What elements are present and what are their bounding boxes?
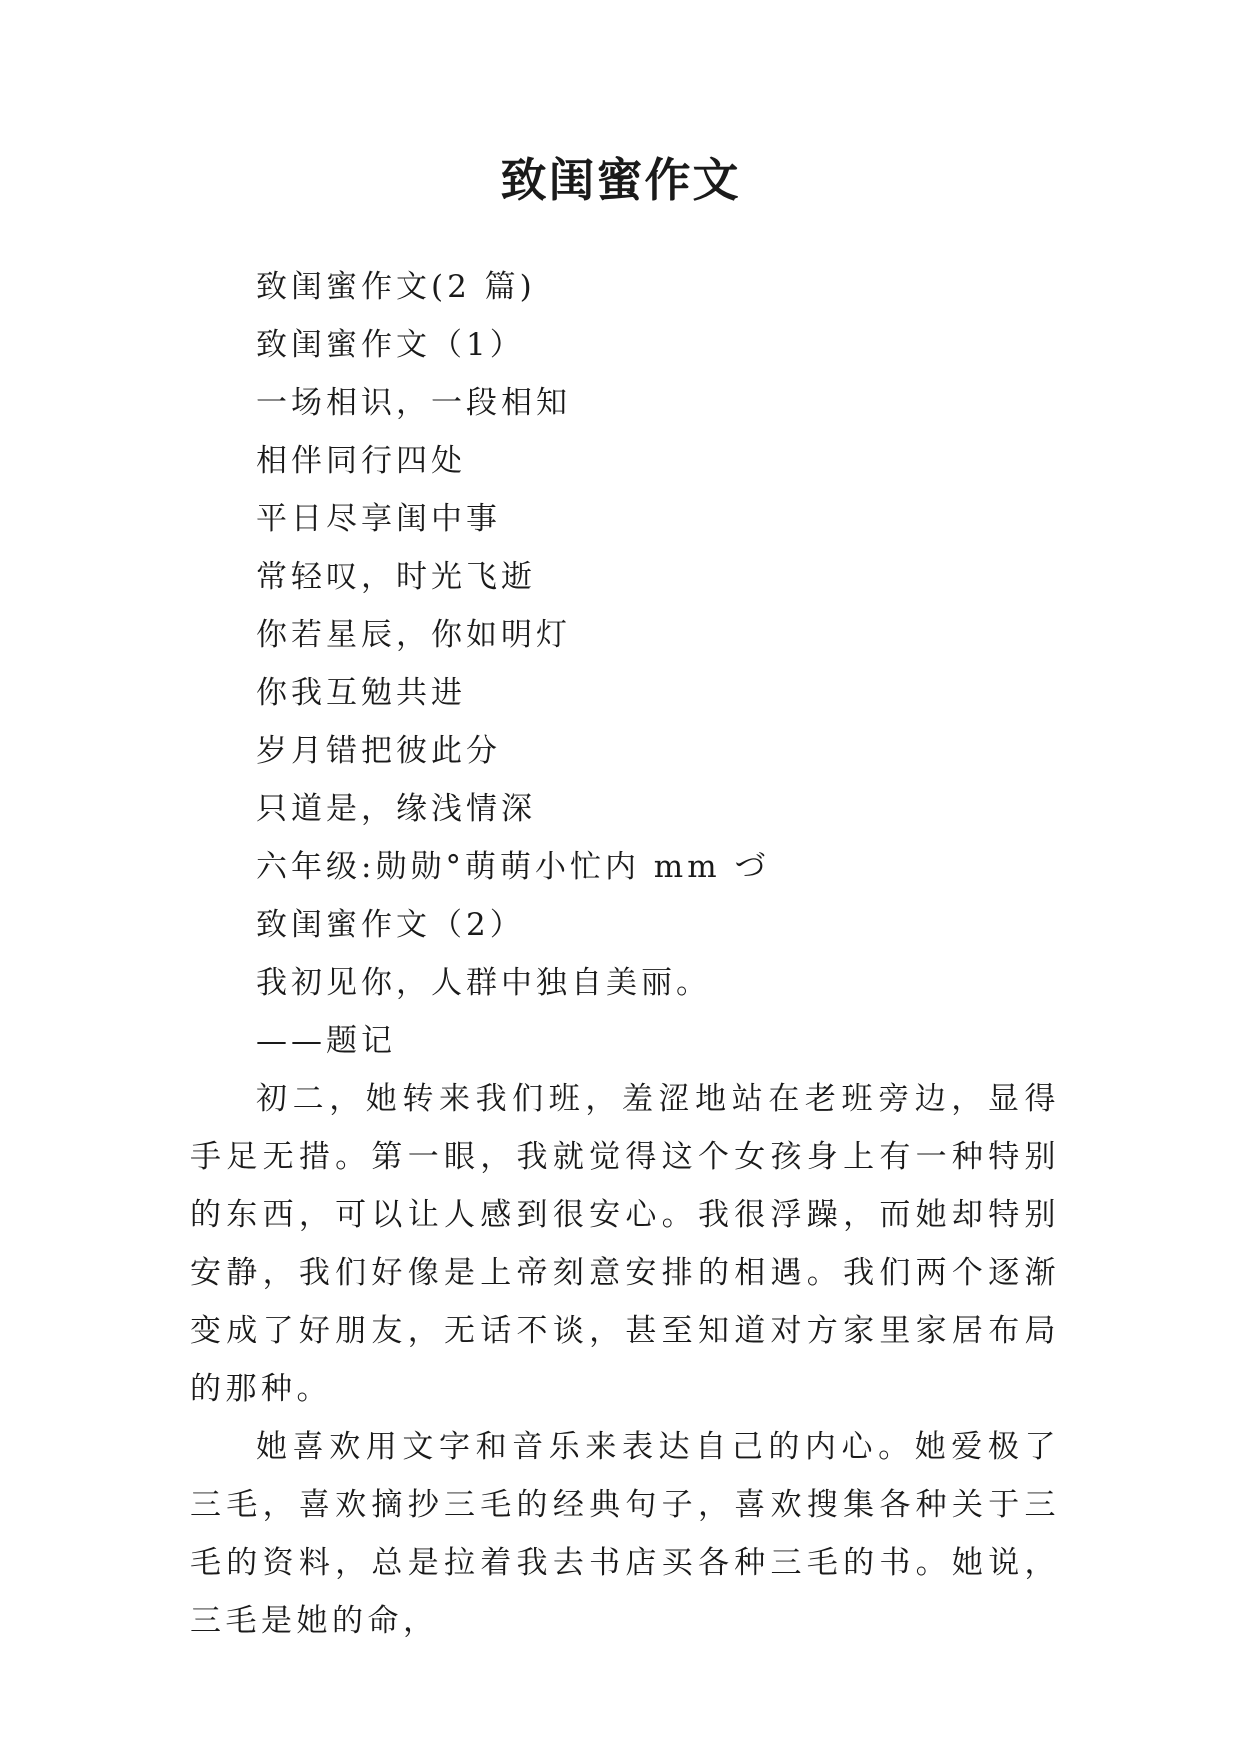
text-line: 一场相识，一段相知 [256, 385, 571, 421]
document-body [190, 258, 1060, 1650]
text-line: 只道是，缘浅情深 [256, 791, 536, 827]
text-line: 致闺蜜作文(2 篇) [256, 269, 536, 305]
text-line: 我初见你，人群中独自美丽。 [256, 965, 711, 1001]
text-line: 相伴同行四处 [256, 443, 466, 479]
text-line: 岁月错把彼此分 [256, 733, 501, 769]
paragraph: 她喜欢用文字和音乐来表达自己的内心。她爱极了三毛，喜欢摘抄三毛的经典句子，喜欢搜集各种关于三毛的资料，总是拉着我去书店买各种三毛的书。她说，三毛是她的命， [190, 1429, 1060, 1639]
text-line: 你若星辰，你如明灯 [256, 617, 571, 653]
paragraph: 初二，她转来我们班，羞涩地站在老班旁边，显得手足无措。第一眼，我就觉得这个女孩身上有一种特别的东西，可以让人感到很安心。我很浮躁，而她却特别安静，我们好像是上帝刻意安排的相遇。我们两个逐渐变成了好朋友，无话不谈，甚至知道对方家里家居布局的那种。 [190, 1081, 1060, 1407]
text-line: 常轻叹，时光飞逝 [256, 559, 536, 595]
text-line: 致闺蜜作文（1） [256, 327, 525, 363]
text-line: 六年级:勋勋°萌萌小忙内 mm づ [256, 849, 770, 885]
text-line: 致闺蜜作文（2） [256, 907, 525, 943]
document-title: 致闺蜜作文 [500, 153, 741, 207]
text-line: 平日尽享闺中事 [256, 501, 501, 537]
text-line: ——题记 [256, 1023, 396, 1059]
text-line: 你我互勉共进 [256, 675, 466, 711]
